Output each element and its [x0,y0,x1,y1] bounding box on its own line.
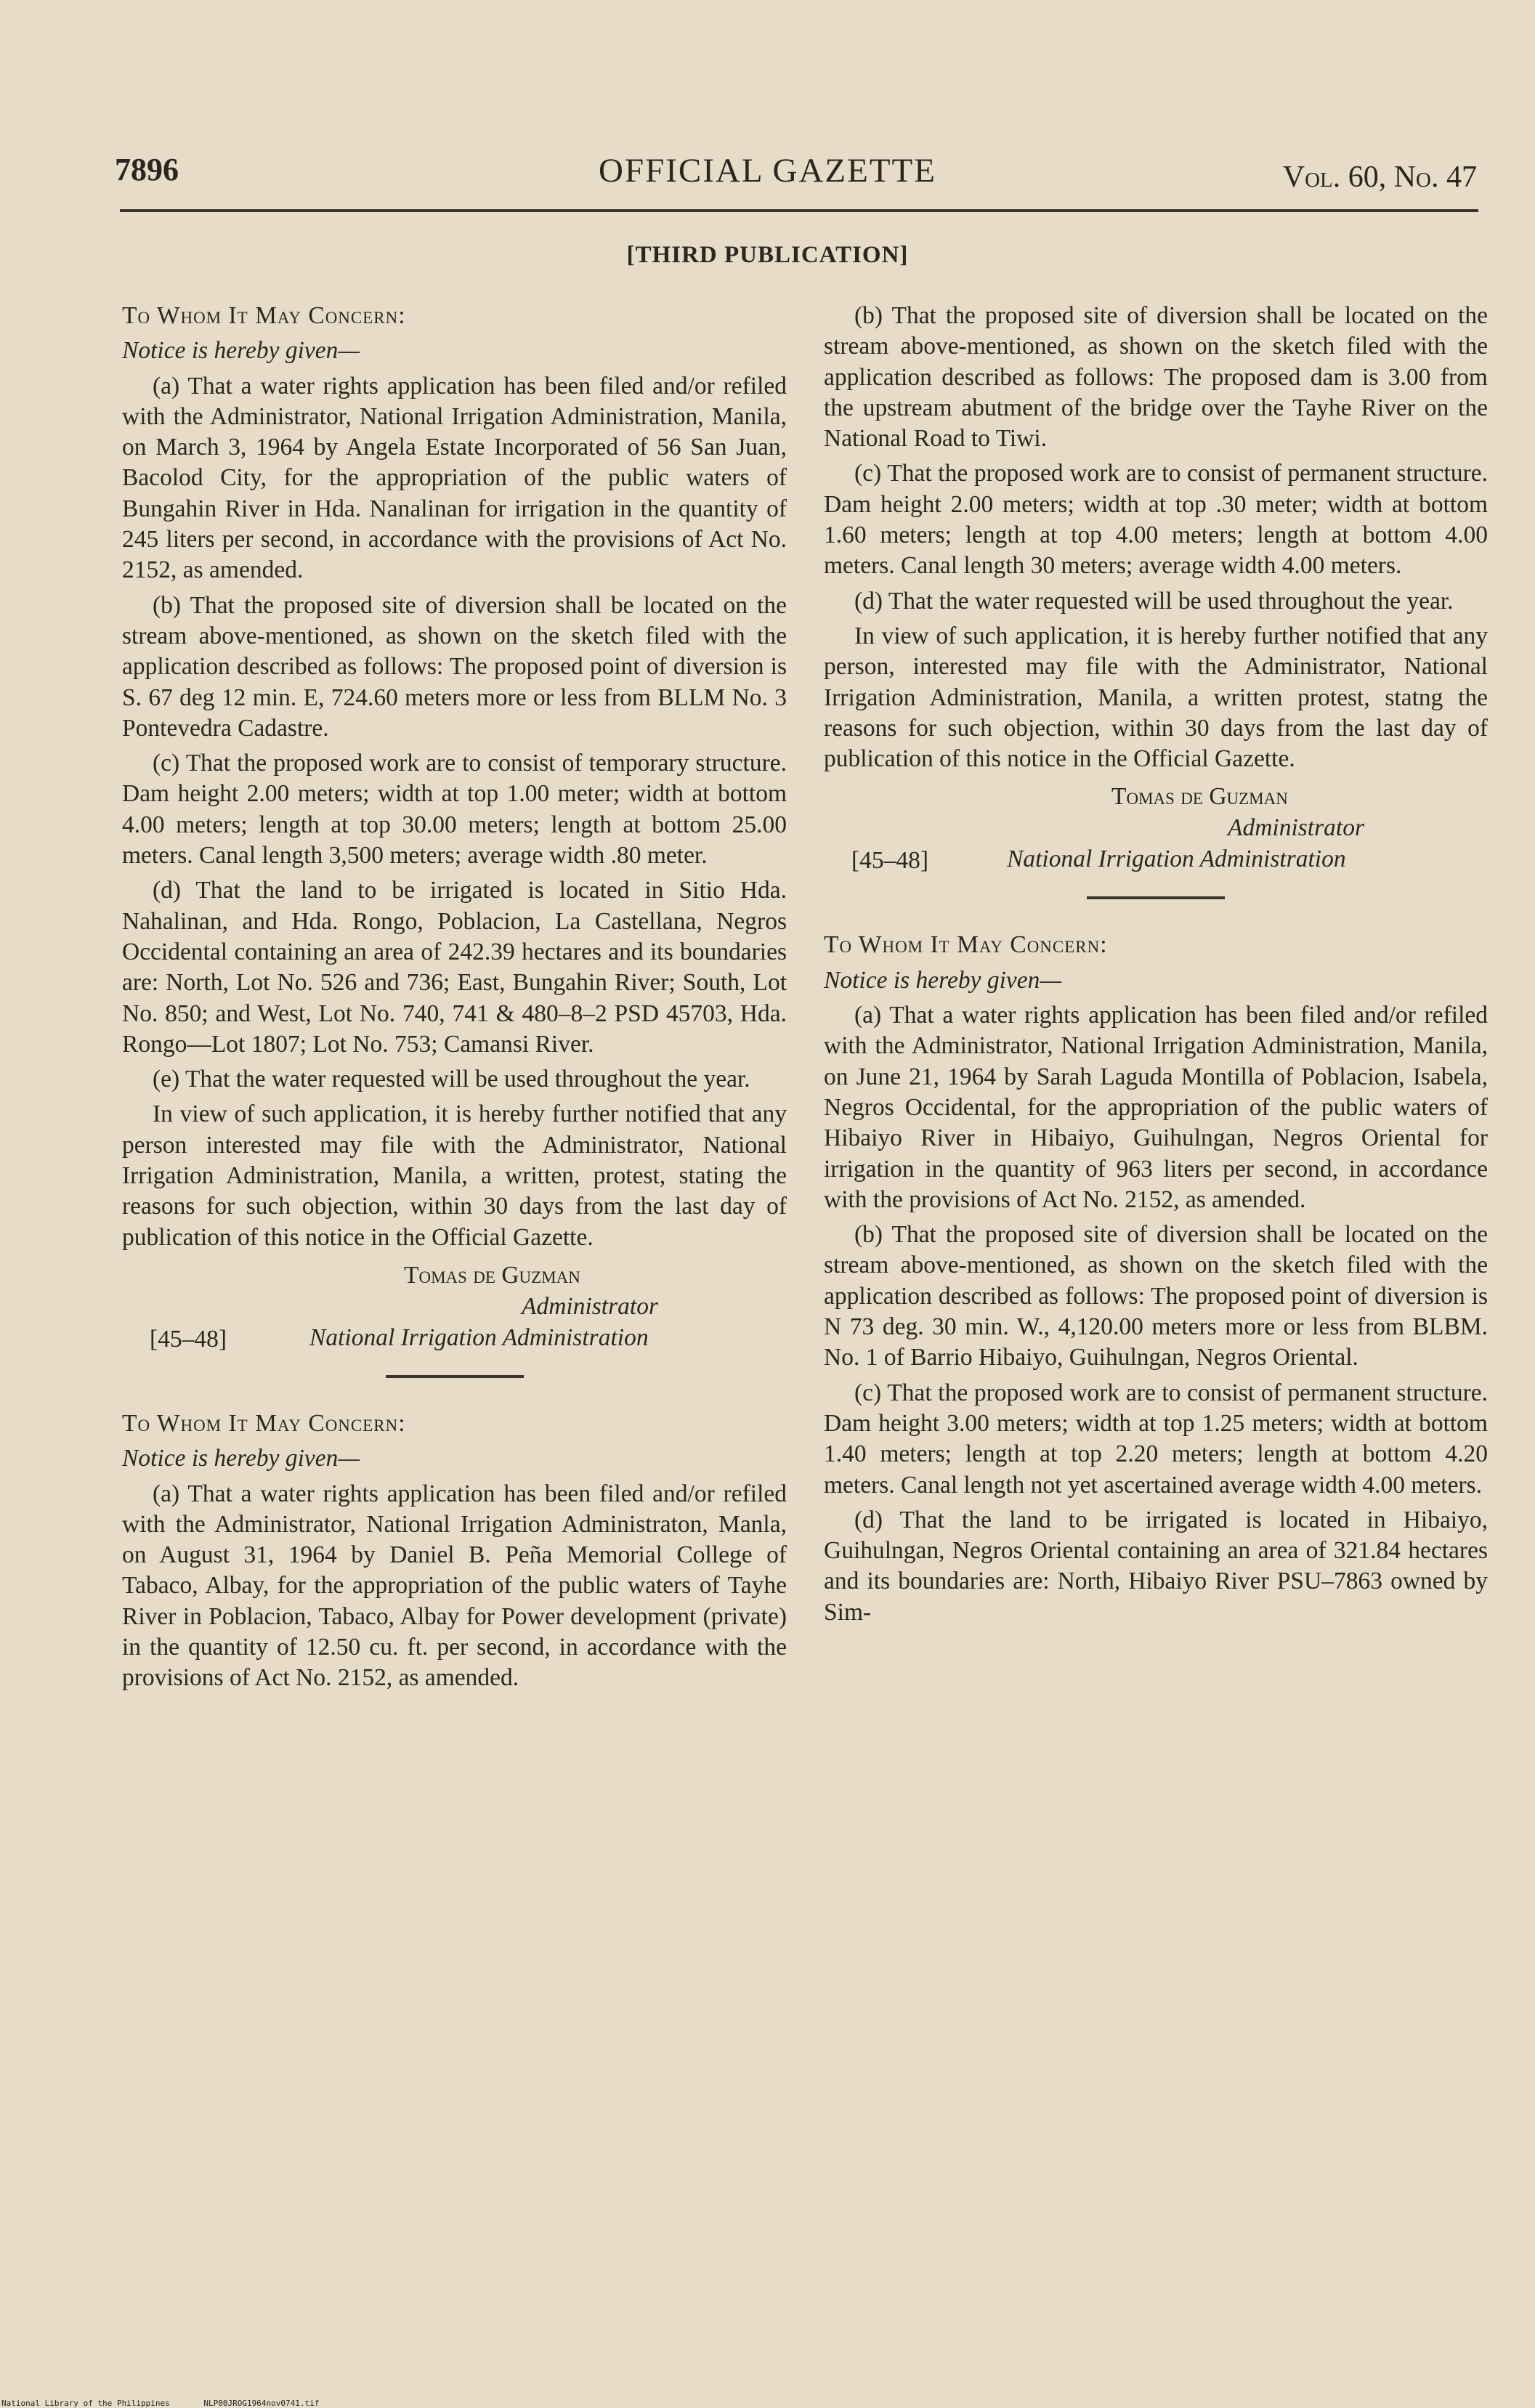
right-column [824,301,1488,1632]
notice-3-para-a: (a) That a water rights application has been filed and/or refiled with the Administrator, National Irrigation Administration, Manila, on June 21, 1964 by Sarah Laguda Montilla of Poblacion, Isabela, Negros Occidental, for the appropriation of the public waters of Hibaiyo River in Hibaiyo, Guihulngan, Negros Oriental for irrigation in the quantity of 963 liters per second, in accordance with the provisions of Act No. 2152, as amended. [824,1002,1488,1213]
signatory-name: Tomas de Guzman [404,1261,580,1289]
notice-1-intro: Notice is hereby given— [122,337,360,365]
notice-divider [386,1375,524,1378]
notice-3-para-b: (b) That the proposed site of diversion shall be located on the stream above-mentioned, as shown on the sketch filed with the application described as follows: The proposed point of diversion is N 73 deg. 30 min. W., 4,120.00 meters more or less from BLBM. No. 1 of Barrio Hibaiyo, Guihulngan, Negros Oriental. [824,1221,1488,1371]
signatory-title: Administrator [1228,814,1364,842]
notice-1-para-d: (d) That the land to be irrigated is located in Sitio Hda. Nahalinan, and Hda. Rongo, Poblacion, La Castellana, Negros Occidental containing an area of 242.39 hectares and its boundaries are: North, Lot No. 526 and 736; East, Bungahin River; South, Lot No. 850; and West, Lot No. 740, 741 & 480–8–2 PSD 45703, Hda. Rongo—Lot 1807; Lot No. 753; Camansi River. [122,877,787,1058]
notice-1-para-a: (a) That a water rights application has been filed and/or refiled with the Administrator, National Irrigation Administration, Manila, on March 3, 1964 by Angela Estate Incorporated of 56 San Juan, Bacolod City, for the appropriation of the public waters of Bungahin River in Hda. Nanalinan for irrigation in the quantity of 245 liters per second, in accordance with the provisions of Act No. 2152, as amended. [122,372,787,584]
signatory-name: Tomas de Guzman [1111,783,1288,811]
notice-2-closing: In view of such application, it is hereby further notified that any person, interested may file with the Administrator, National Irrigation Administration, Manila, a written protest, statng the reasons for such objection, within 30 days from the last day of publication of this notice in the Official Gazette. [824,622,1488,773]
notice-2-para-d: (d) That the water requested will be used throughout the year. [854,587,1454,615]
header-rule [120,209,1478,212]
notice-2-signature [824,782,1488,877]
notice-1-closing: In view of such application, it is hereby further notified that any person interested may file with the Administrator, National Irrigation Administration, Manila, a written, protest, stating the reasons for such objection, within 30 days from the last day of publication of this notice in the Official Gazette. [122,1100,787,1251]
notice-3-para-d: (d) That the land to be irrigated is located in Hibaiyo, Guihulngan, Negros Oriental containing an area of 321.84 hectares and its boundaries are: North, Hibaiyo River PSU–7863 owned by Sim- [824,1506,1488,1626]
left-column [122,301,787,1698]
notice-1-addressee: To Whom It May Concern: [122,302,406,329]
publication-heading: [THIRD PUBLICATION] [626,242,909,268]
notice-3-para-c: (c) That the proposed work are to consist of permanent structure. Dam height 3.00 meters; width at top 1.25 meters; width at bottom 1.40 meters; length at top 2.20 meters; length at bottom 4.20 meters. Canal length not yet ascertained average width 4.00 meters. [824,1379,1488,1499]
notice-2-intro: Notice is hereby given— [122,1445,360,1472]
publication-title: OFFICIAL GAZETTE [599,152,936,190]
notice-divider [1087,896,1225,899]
notice-1-para-b: (b) That the proposed site of diversion shall be located on the stream above-mentioned, as shown on the sketch filed with the application described as follows: The proposed point of diversion is S. 67 deg 12 min. E, 724.60 meters more or less from BLLM No. 3 Pontevedra Cadastre. [122,591,787,742]
signatory-title: Administrator [522,1292,658,1320]
signatory-office: National Irrigation Administration [1007,846,1346,873]
notice-1-para-e: (e) That the water requested will be used throughout the year. [153,1066,750,1093]
footer-source: National Library of the Philippines [1,2399,170,2408]
scan-footer [1,2399,348,2408]
reference-number: [45–48] [851,847,929,875]
notice-2-addressee: To Whom It May Concern: [122,1409,406,1437]
reference-number: [45–48] [150,1325,227,1353]
notice-2-para-a: (a) That a water rights application has been filed and/or refiled with the Administrator, National Irrigation Administraton, Manla, on August 31, 1964 by Daniel B. Peña Memorial College of Tabaco, Albay, for the appropriation of the public waters of Tayhe River in Poblacion, Tabaco, Albay for Power development (private) in the quantity of 12.50 cu. ft. per second, in accordance with the provisions of Act No. 2152, as amended. [122,1480,787,1692]
notice-2-para-b: (b) That the proposed site of diversion shall be located on the stream above-mentioned, as shown on the sketch filed with the application described as follows: The proposed dam is 3.00 from the upstream abutment of the bridge over the Tayhe River on the National Road to Tiwi. [824,302,1488,453]
notice-1-para-c: (c) That the proposed work are to consist of temporary structure. Dam height 2.00 meters; width at top 1.00 meter; width at bottom 4.00 meters; length at top 30.00 meters; length at bottom 25.00 meters. Canal length 3,500 meters; average width .80 meter. [122,750,787,869]
footer-filename: NLP00JROG1964nov0741.tif [203,2399,320,2408]
notice-3-intro: Notice is hereby given— [824,966,1062,994]
page-number: 7896 [115,152,179,187]
notice-2-para-c: (c) That the proposed work are to consist of permanent structure. Dam height 2.00 meters; width at top .30 meter; width at bottom 1.60 meters; length at top 4.00 meters; length at bottom 4.00 meters. Canal length 30 meters; average width 4.00 meters. [824,460,1488,580]
volume-number: Vol. 60, No. 47 [1282,161,1477,194]
signatory-office: National Irrigation Administration [309,1323,649,1351]
notice-1-signature [122,1260,787,1356]
notice-3-addressee: To Whom It May Concern: [824,931,1108,959]
